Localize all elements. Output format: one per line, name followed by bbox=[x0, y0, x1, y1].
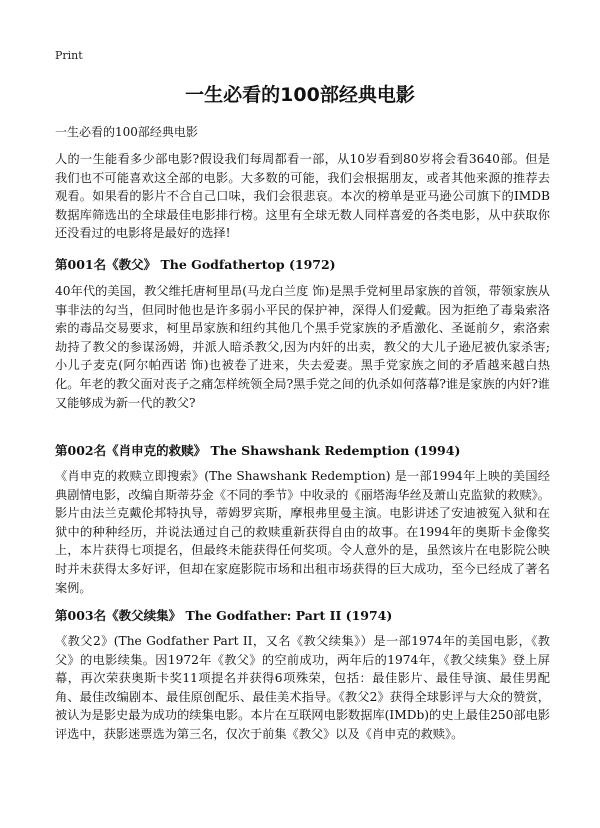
movie-heading-3: 第003名《教父续集》 The Godfather: Part II (1974) bbox=[55, 608, 393, 623]
print-label: Print bbox=[55, 49, 83, 62]
page-title: 一生必看的100部经典电影 bbox=[185, 84, 415, 106]
subtitle: 一生必看的100部经典电影 bbox=[55, 125, 198, 139]
movie-heading-1: 第001名《教父》 The Godfathertop (1972) bbox=[55, 257, 336, 272]
movie-description-1: 40年代的美国，教父维托唐柯里昂(马龙白兰度 饰)是黑手党柯里昂家族的首领，带领家族从事非法的勾当，但同时他也是许多弱小平民的保护神，深得人们爱戴。因为拒绝了毒枭索洛索的毒品交易要求，柯里昂家族和纽约其他几个黑手党家族的矛盾激化、圣诞前夕，索洛索劫持了教父的参谋汤姆，并派人暗杀教父,因为内奸的出卖，教父的大儿子逊尼被仇家杀害;小儿子麦克(阿尔帕西诺 饰)也被卷了进来，失去爱妻。黑手党家族之间的矛盾越来越白热化。年老的教父面对丧子之痛怎样统领全局?黑手党之间的仇杀如何落幕?谁是家族的内奸?谁又能够成为新一代的教父? bbox=[55, 284, 550, 410]
movie-description-2: 《肖申克的救赎立即搜索》(The Shawshank Redemption) 是一部1994年上映的美国经典剧情电影，改编自斯蒂芬金《不同的季节》中收录的《丽塔海华丝及萧山克监狱的救赎》。影片由法兰克戴伦邦特执导，蒂姆罗宾斯，摩根弗里曼主演。电影讲述了安迪被冤入狱和在狱中的种种经历，并说法通过自己的救赎重新获得自由的故事。在1994年的奥斯卡金像奖上，本片获得七项提名，但最终未能获得任何奖项。令人意外的是，虽然该片在电影院公映时并未获得太多好评，但却在家庭影院市场和出租市场获得的巨大成功，至今已经成了著名案例。 bbox=[55, 469, 550, 595]
movie-heading-2: 第002名《肖申克的救赎》 The Shawshank Redemption (1994) bbox=[55, 443, 461, 458]
intro-paragraph: 人的一生能看多少部电影?假设我们每周都看一部，从10岁看到80岁将会看3640部。但是我们也不可能喜欢这全部的电影。大多数的可能，我们会根据朋友，或者其他来源的推荐去观看。如果看的影片不合自己口味，我们会很悲哀。本次的榜单是亚马逊公司旗下的IMDB数据库筛选出的全球最佳电影排行榜。这里有全球无数人同样喜爱的各类电影，从中获取你还没看过的电影将是最好的选择! bbox=[55, 152, 550, 241]
movie-description-3: 《教父2》(The Godfather Part II，又名《教父续集》）是一部1974年的美国电影，《教父》的电影续集。因1972年《教父》的空前成功，两年后的1974年，《教父续集》登上屏幕，再次荣获奥斯卡奖11项提名并获得6项殊荣，包括：最佳影片、最佳导演、最佳男配角、最佳改编剧本、最佳原创配乐、最佳美术指导。《教父2》获得全球影评与大众的赞赏，被认为是影史最为成功的续集电影。本片在互联网电影数据库(IMDb)的史上最佳250部电影评选中，获影迷票选为第三名，仅次于前集《教父》以及《肖申克的救赎》。 bbox=[55, 634, 550, 741]
